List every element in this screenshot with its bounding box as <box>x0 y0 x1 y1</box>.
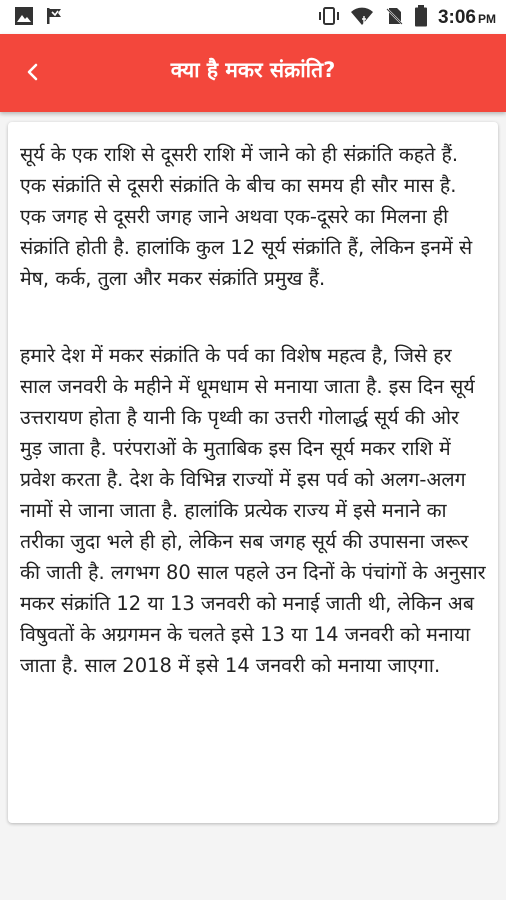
flag-icon <box>44 6 64 30</box>
image-icon <box>14 6 34 30</box>
article-card <box>8 122 498 823</box>
app-bar <box>0 34 506 112</box>
article-paragraph-2: हमारे देश में मकर संक्रांति के पर्व का विशेष महत्व है, जिसे हर साल जनवरी के महीने में धूमधाम से मनाया जाता है. इस दिन सूर्य उत्तरायण होता है यानी कि पृथ्वी का उत्तरी गोलार्द्ध सूर्य की ओर मुड़ जाता है. परंपराओं के मुताबिक इस दिन सूर्य मकर राशि में प्रवेश करता है. देश के विभिन्न राज्यों में इस पर्व को अलग-अलग नामों से जाना जाता है. हालांकि प्रत्येक राज्य में इसे मनाने का तरीका जुदा भले ही हो, लेकिन सब जगह सूर्य की उपासना जरूर की जाती है. लगभग 80 साल पहले उन दिनों के पंचांगों के अनुसार मकर संक्रांति 12 या 13 जनवरी को मनाई जाती थी, लेकिन अब विषुवतों के अग्रगमन के चलते इसे 13 या 14 जनवरी को मनाया जाता है. साल 2018 में इसे 14 जनवरी को मनाया जाएगा. <box>20 344 486 677</box>
vibrate-icon <box>318 6 340 30</box>
no-sim-icon <box>384 6 404 30</box>
status-time: 3:06 PM <box>437 7 496 28</box>
status-ampm: PM <box>478 12 496 26</box>
status-bar <box>0 0 506 34</box>
wifi-icon <box>350 6 374 30</box>
status-left-icons <box>14 6 64 30</box>
battery-icon <box>414 5 428 31</box>
page-title: क्या है मकर संक्रांति? <box>170 58 336 82</box>
article-paragraph-1: सूर्य के एक राशि से दूसरी राशि में जाने को ही संक्रांति कहते हैं. एक संक्रांति से दूसरी संक्रांति के बीच का समय ही सौर मास है. एक जगह से दूसरी जगह जाने अथवा एक-दूसरे का मिलना ही संक्रांति होती है. हालांकि कुल 12 सूर्य संक्रांति हैं, लेकिन इनमें से मेष, कर्क, तुला और मकर संक्रांति प्रमुख हैं. <box>20 143 473 290</box>
status-right-icons <box>318 5 496 31</box>
